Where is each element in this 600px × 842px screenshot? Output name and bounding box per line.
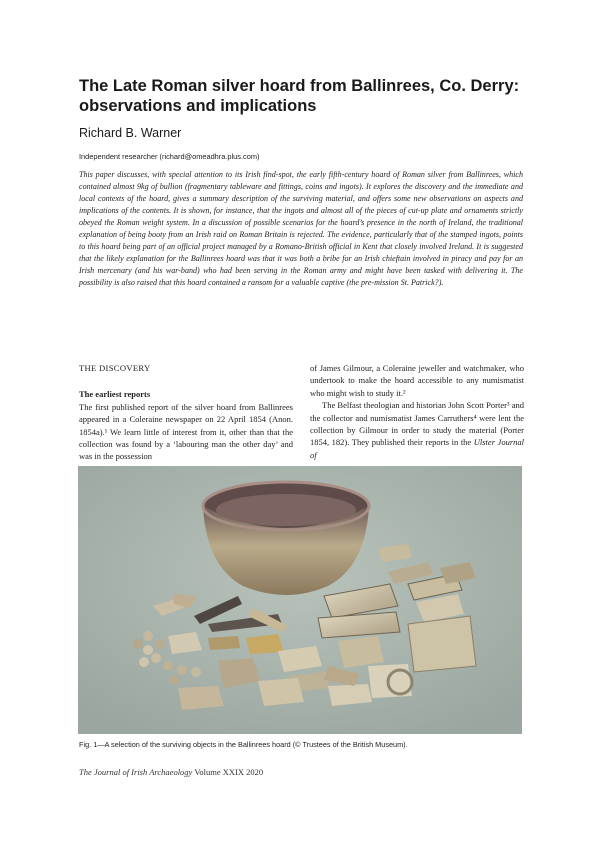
hoard-illustration — [78, 466, 522, 734]
body-paragraph: The first published report of the silver hoard from Ballinrees appeared in a Coleraine newspaper on 22 April 1854 (Anon. 1854a).¹ We learn little of interest from it, other than that the collection was found by a ‘labouring man the other day’ and was in the possession — [79, 401, 293, 462]
page-footer — [79, 767, 263, 777]
abstract: This paper discusses, with special attention to its Irish find-spot, the early fifth-century hoard of Roman silver from Ballinrees, which contained almost 9kg of bullion (fragmentary tableware and fittings, coins and ingots). It explores the discovery and the immediate and local contexts of the hoard, gives a summary description of the surviving material, and offers some new observations on aspects and implications of the contents. It is shown, for instance, that the ingots and almost all of the pieces of cut-up plate and ornaments strictly obeyed the Roman weight system. In a discussion of possible scenarios for the hoard’s presence in the north of Ireland, the traditional explanation of being booty from an Irish raid on Roman Britain is rejected. The evidence, particularly that of the stamped ingots, points to this hoard being part of an official project managed by a Romano-British official in Kent that closely involved Ireland. It is suggested that the likely explanation for the Ballinrees hoard was that it was both a bribe for an Irish chieftain involved in piracy and pay for an Irish mercenary (and his war-band) who had been serving in the Roman army and might have been tasked with delivering it. The possibility is also raised that this hoard contained a ransom for a valuable captive (the pre-mission St. Patrick?). — [79, 170, 523, 288]
journal-volume: Volume XXIX 2020 — [194, 767, 264, 777]
subheading: The earliest reports — [79, 389, 151, 400]
body-paragraph — [310, 399, 524, 461]
figure-caption: Fig. 1—A selection of the surviving objects in the Ballinrees hoard (© Trustees of the British Museum). — [79, 740, 408, 749]
body-paragraph: of James Gilmour, a Coleraine jeweller and watchmaker, who undertook to make the hoard accessible to any numismatist who might wish to study it.² — [310, 363, 524, 398]
section-heading: THE DISCOVERY — [79, 363, 151, 373]
body-text: The Belfast theologian and historian John Scott Porter³ and the collector and numismatist James Carruthers⁴ were lent the collection by Gilmour in order to study the material (Porter 1854, 182). They published their reports in the — [310, 400, 524, 448]
hoard-photograph — [78, 466, 522, 734]
body-column-right — [310, 362, 524, 461]
journal-title-italic: Ulster Journal of — [310, 437, 524, 460]
author-affiliation: Independent researcher (richard@omeadhra.plus.com) — [79, 152, 260, 161]
author-name: Richard B. Warner — [79, 126, 182, 140]
body-column-left — [79, 362, 293, 463]
article-title: The Late Roman silver hoard from Ballinrees, Co. Derry: observations and implications — [79, 77, 520, 115]
journal-name: The Journal of Irish Archaeology — [79, 767, 193, 777]
